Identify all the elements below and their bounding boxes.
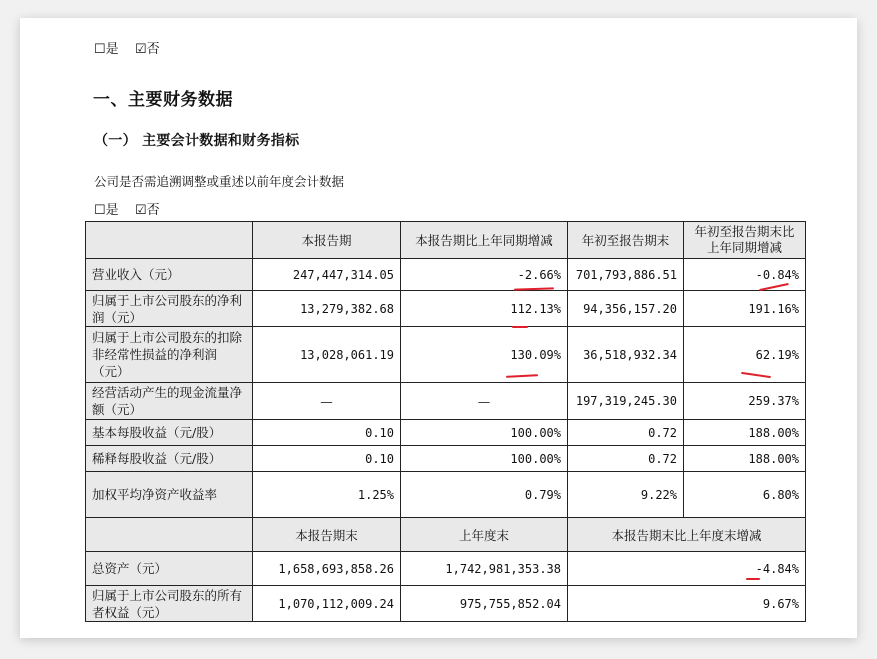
table-header-row [86,222,806,259]
cell-value: 1.25% [253,472,401,518]
cell-value: 1,070,112,009.24 [253,586,401,622]
cell-value: 94,356,157.20 [568,291,684,327]
table-row [86,383,806,420]
table-row [86,327,806,383]
cell-value: 36,518,932.34 [568,327,684,383]
subsection-heading: （一） 主要会计数据和财务指标 [94,133,300,149]
header-cell: 本报告期末 [253,518,401,552]
table-row [86,446,806,472]
row-label: 归属于上市公司股东的所有者权益（元） [86,586,253,622]
cell-value: 13,028,061.19 [253,327,401,383]
header-cell: 本报告期 [253,222,401,259]
cell-value: 191.16% [684,291,806,327]
header-cell: 年初至报告期末比上年同期增减 [684,222,806,259]
header-cell [86,518,253,552]
cell-value: -4.84% [568,552,806,586]
cell-value: 701,793,886.51 [568,259,684,291]
header-cell: 上年度末 [401,518,568,552]
cell-value: 247,447,314.05 [253,259,401,291]
cell-value: 13,279,382.68 [253,291,401,327]
table-row [86,552,806,586]
checkbox-no-checked[interactable]: ☑否 [134,203,160,218]
header-cell: 本报告期末比上年度末增减 [568,518,806,552]
cell-value: -2.66% [401,259,568,291]
cell-value: 100.00% [401,420,568,446]
table-row [86,586,806,622]
cell-value: 188.00% [684,420,806,446]
table-row [86,291,806,327]
header-cell: 本报告期比上年同期增减 [401,222,568,259]
row-label: 归属于上市公司股东的净利润（元） [86,291,253,327]
checkbox-yes[interactable]: ☐是 [94,203,119,218]
cell-value: 259.37% [684,383,806,420]
table-header-row-2 [86,518,806,552]
cell-value: 112.13% [401,291,568,327]
cell-value: 0.79% [401,472,568,518]
checkbox-yes[interactable]: ☐是 [94,42,119,57]
red-underline-mark [512,326,528,328]
cell-value: 100.00% [401,446,568,472]
cell-value: — [253,383,401,420]
cell-value: 0.72 [568,446,684,472]
cell-value: 130.09% [401,327,568,383]
row-label: 归属于上市公司股东的扣除非经常性损益的净利润（元） [86,327,253,383]
cell-value: -0.84% [684,259,806,291]
cell-value: 1,742,981,353.38 [401,552,568,586]
cell-value: 6.80% [684,472,806,518]
row-label: 总资产（元） [86,552,253,586]
cell-value: 1,658,693,858.26 [253,552,401,586]
table-row [86,259,806,291]
checkbox-no-checked[interactable]: ☑否 [134,42,160,57]
restate-question: 公司是否需追溯调整或重述以前年度会计数据 [94,174,345,189]
section-heading: 一、主要财务数据 [93,90,233,110]
row-label: 经营活动产生的现金流量净额（元） [86,383,253,420]
header-cell: 年初至报告期末 [568,222,684,259]
table-row [86,420,806,446]
row-label: 营业收入（元） [86,259,253,291]
cell-value: 188.00% [684,446,806,472]
cell-value: 0.10 [253,420,401,446]
row-label: 稀释每股收益（元/股） [86,446,253,472]
document-page [20,18,857,638]
cell-value: 975,755,852.04 [401,586,568,622]
cell-value: 0.72 [568,420,684,446]
cell-value: 0.10 [253,446,401,472]
row-label: 基本每股收益（元/股） [86,420,253,446]
cell-value: 197,319,245.30 [568,383,684,420]
financial-data-table [85,221,806,622]
row-label: 加权平均净资产收益率 [86,472,253,518]
cell-value: 9.67% [568,586,806,622]
cell-value: 62.19% [684,327,806,383]
checkbox-line-top [94,38,160,57]
cell-value: — [401,383,568,420]
cell-value: 9.22% [568,472,684,518]
header-cell [86,222,253,259]
checkbox-line-restate [94,199,160,218]
table-row [86,472,806,518]
red-underline-mark [746,578,760,580]
